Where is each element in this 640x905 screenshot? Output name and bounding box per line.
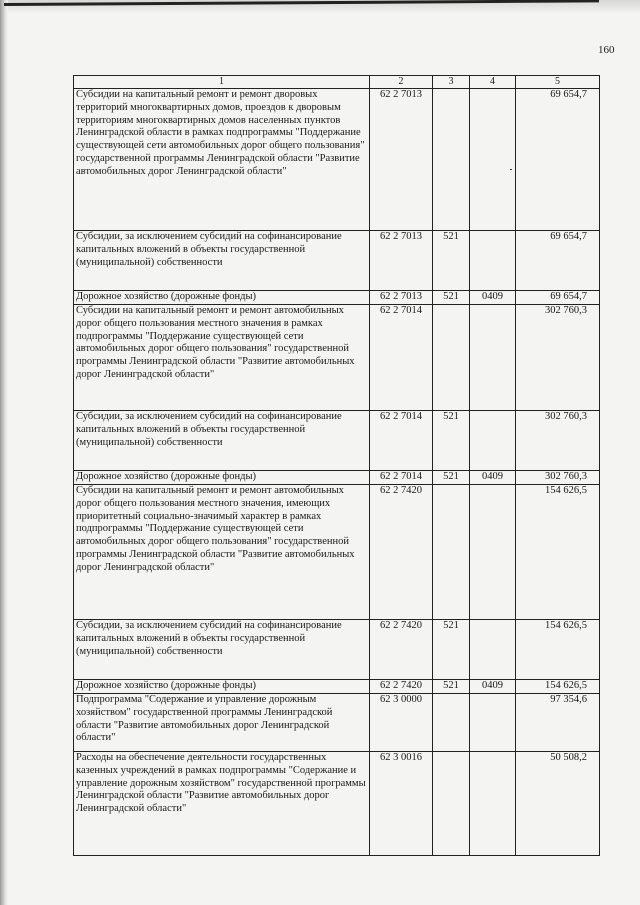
row-amount: 302 760,3 (516, 411, 600, 471)
table-row (74, 291, 600, 305)
row-section (470, 694, 516, 752)
row-section: 0409 (470, 291, 516, 305)
row-section: 0409 (470, 471, 516, 485)
row-expense-type: 521 (433, 231, 470, 291)
row-expense-type (433, 752, 470, 856)
row-target-code: 62 2 7013 (370, 89, 433, 231)
row-name: Субсидии на капитальный ремонт и ремонт дворовых территорий многоквартирных домов, проездов к дворовым территориям многоквартирных домов населенных пунктов Ленинградской области в рамках подпрограммы "Поддержание существующей сети автомобильных дорог общего пользования" государственной программы Ленинградской области "Развитие автомобильных дорог Ленинградской области" (74, 89, 370, 231)
table-row (74, 620, 600, 680)
row-name: Субсидии, за исключением субсидий на софинансирование капитальных вложений в объекты государственной (муниципальной) собственности (74, 411, 370, 471)
row-name: Расходы на обеспечение деятельности государственных казенных учреждений в рамках подпрограммы "Содержание и управление дорожным хозяйством" государственной программы Ленинградской области "Развитие автомобильных дорог Ленинградской области" (74, 752, 370, 856)
stray-scan-mark (510, 169, 512, 170)
row-amount: 97 354,6 (516, 694, 600, 752)
table-row (74, 471, 600, 485)
row-expense-type: 521 (433, 680, 470, 694)
table-row (74, 752, 600, 856)
row-section (470, 89, 516, 231)
table-row (74, 231, 600, 291)
row-target-code: 62 2 7014 (370, 471, 433, 485)
header-col-4: 4 (470, 76, 516, 89)
table-row (74, 485, 600, 620)
row-expense-type (433, 694, 470, 752)
table-row (74, 89, 600, 231)
row-target-code: 62 2 7420 (370, 485, 433, 620)
budget-table (73, 75, 600, 856)
row-section (470, 231, 516, 291)
row-expense-type: 521 (433, 471, 470, 485)
row-target-code: 62 2 7014 (370, 411, 433, 471)
row-amount: 154 626,5 (516, 680, 600, 694)
row-name: Дорожное хозяйство (дорожные фонды) (74, 471, 370, 485)
row-section (470, 305, 516, 411)
row-name: Субсидии на капитальный ремонт и ремонт автомобильных дорог общего пользования местного значения в рамках подпрограммы "Поддержание существующей сети автомобильных дорог общего пользования" государственной программы Ленинградской области "Развитие автомобильных дорог Ленинградской области" (74, 305, 370, 411)
row-amount: 69 654,7 (516, 231, 600, 291)
row-target-code: 62 2 7014 (370, 305, 433, 411)
page-number: 160 (598, 44, 615, 56)
scan-shadow-left (0, 0, 8, 905)
row-target-code: 62 2 7013 (370, 231, 433, 291)
row-section: 0409 (470, 680, 516, 694)
row-name: Субсидии, за исключением субсидий на софинансирование капитальных вложений в объекты государственной (муниципальной) собственности (74, 231, 370, 291)
row-amount: 69 654,7 (516, 291, 600, 305)
header-row (74, 76, 600, 89)
row-expense-type: 521 (433, 291, 470, 305)
row-section (470, 620, 516, 680)
row-amount: 154 626,5 (516, 485, 600, 620)
row-target-code: 62 2 7013 (370, 291, 433, 305)
header-col-2: 2 (370, 76, 433, 89)
table-row (74, 694, 600, 752)
row-name: Дорожное хозяйство (дорожные фонды) (74, 680, 370, 694)
row-section (470, 485, 516, 620)
table-row (74, 680, 600, 694)
row-section (470, 752, 516, 856)
row-expense-type (433, 305, 470, 411)
table-row (74, 411, 600, 471)
row-target-code: 62 2 7420 (370, 680, 433, 694)
header-col-5: 5 (516, 76, 600, 89)
row-expense-type (433, 89, 470, 231)
header-col-1: 1 (74, 76, 370, 89)
row-target-code: 62 3 0016 (370, 752, 433, 856)
row-expense-type: 521 (433, 411, 470, 471)
table-row (74, 305, 600, 411)
row-expense-type (433, 485, 470, 620)
row-name: Субсидии, за исключением субсидий на софинансирование капитальных вложений в объекты государственной (муниципальной) собственности (74, 620, 370, 680)
row-amount: 302 760,3 (516, 305, 600, 411)
row-name: Дорожное хозяйство (дорожные фонды) (74, 291, 370, 305)
row-section (470, 411, 516, 471)
row-target-code: 62 3 0000 (370, 694, 433, 752)
row-amount: 50 508,2 (516, 752, 600, 856)
row-name: Подпрограмма "Содержание и управление дорожным хозяйством" государственной программы Ленинградской области "Развитие автомобильных дорог Ленинградской области" (74, 694, 370, 752)
header-col-3: 3 (433, 76, 470, 89)
row-target-code: 62 2 7420 (370, 620, 433, 680)
row-amount: 154 626,5 (516, 620, 600, 680)
row-name: Субсидии на капитальный ремонт и ремонт автомобильных дорог общего пользования местного значения, имеющих приоритетный социально-значимый характер в рамках подпрограммы "Поддержание существующей сети автомобильных дорог общего пользования" государственной программы Ленинградской области "Развитие автомобильных дорог Ленинградской области" (74, 485, 370, 620)
row-expense-type: 521 (433, 620, 470, 680)
row-amount: 302 760,3 (516, 471, 600, 485)
row-amount: 69 654,7 (516, 89, 600, 231)
